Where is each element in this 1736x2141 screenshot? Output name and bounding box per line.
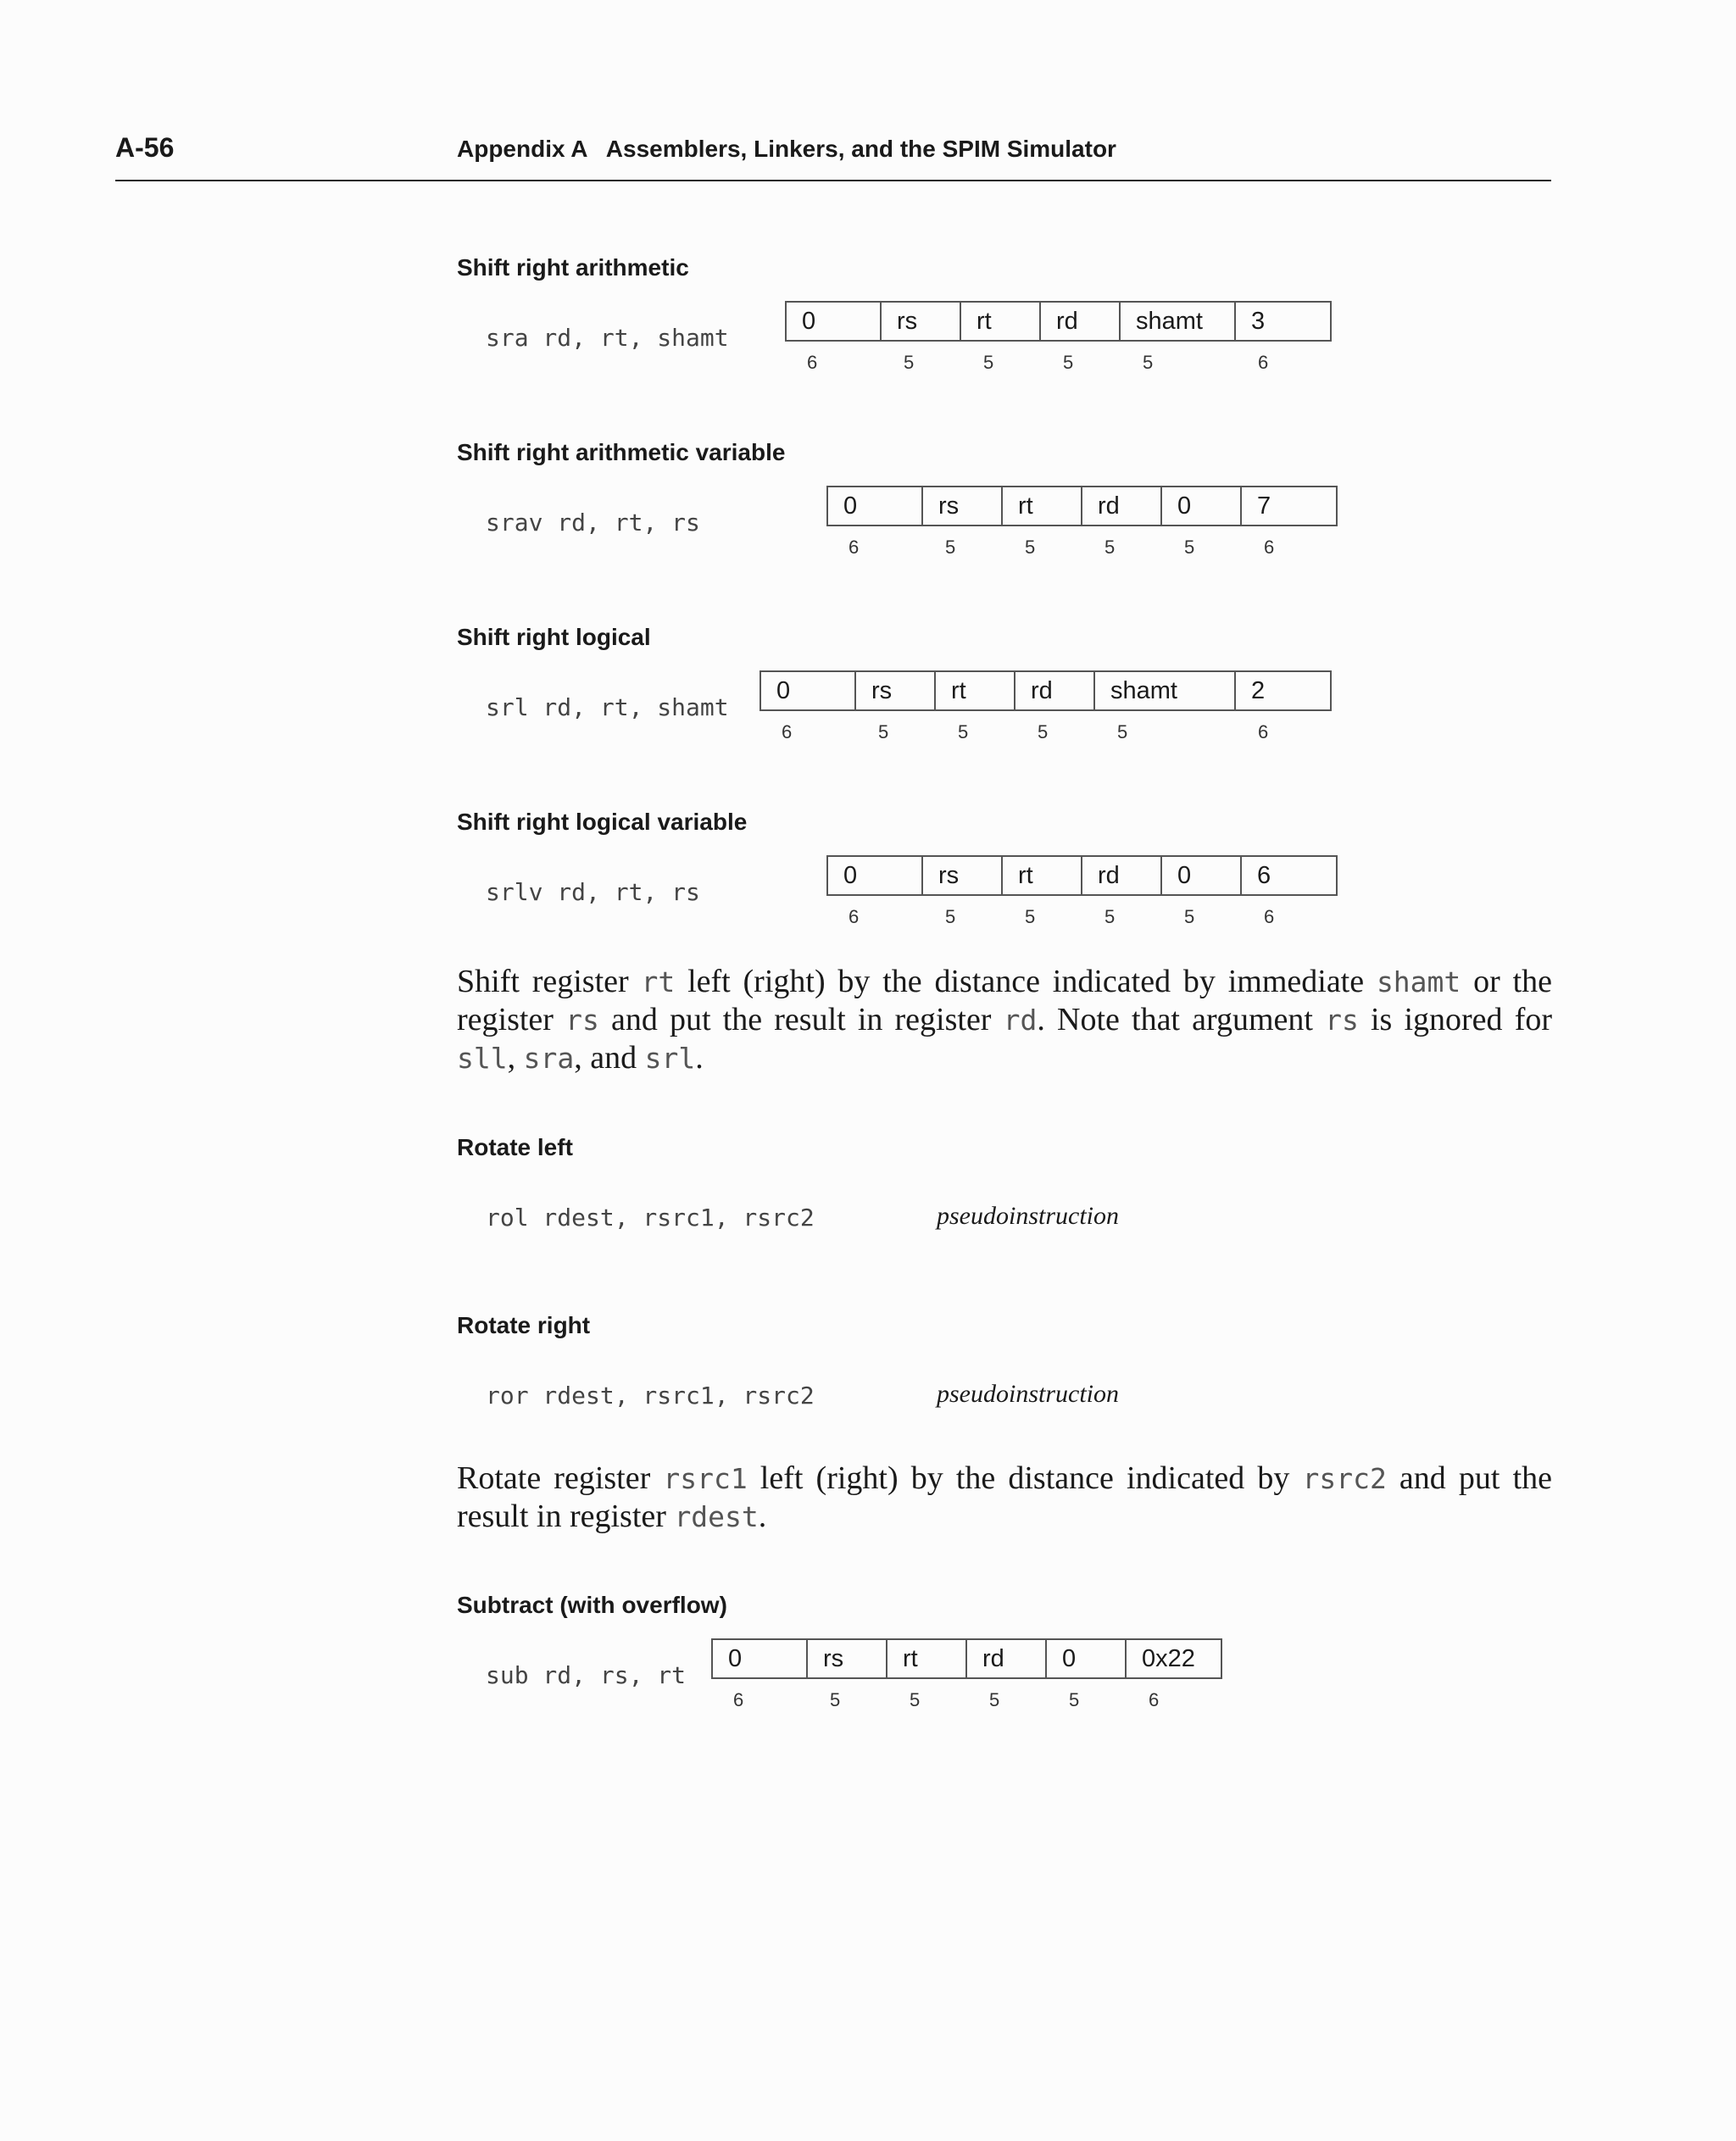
instruction-format-srl [760,670,1332,742]
instruction-format-sub [711,1638,1222,1710]
bit-width: 5 [1025,906,1036,927]
code-term: rd [1003,1004,1038,1037]
text-run: is ignored for [1358,1002,1552,1037]
field-rt: rt [1003,855,1082,896]
instruction-syntax-srav: srav rd, rt, rs [486,509,700,537]
text-run: Rotate register [457,1460,664,1496]
text-run: left (right) by the distance indicated by immediate [675,964,1377,999]
field-rs: rs [923,486,1003,526]
pseudoinstruction-note: pseudoinstruction [937,1380,1119,1408]
bit-width: 5 [904,352,915,373]
field-rd: rd [1015,670,1095,711]
bit-width: 5 [1063,352,1074,373]
field-shamt: shamt [1095,670,1236,711]
code-term: rt [641,965,676,998]
field-rt: rt [936,670,1015,711]
bit-width: 6 [1264,906,1275,927]
field-rd: rd [967,1638,1047,1679]
field-rd: rd [1041,301,1121,342]
instruction-format-srav [826,486,1338,557]
running-title: Appendix A Assemblers, Linkers, and the SPIM Simulator [457,136,1116,162]
bit-width: 6 [849,906,860,927]
instruction-syntax-sub: sub rd, rs, rt [486,1661,687,1689]
section-title-rol: Rotate left [457,1134,573,1160]
text-run: or the register [457,964,1552,1037]
text-run: left (right) by the distance indicated by [747,1460,1303,1496]
field-rd: rd [1082,486,1162,526]
field-op: 0 [760,670,856,711]
text-run: Shift register [457,964,642,999]
bit-width: 6 [1258,352,1269,373]
bit-width: 5 [983,352,994,373]
bit-width: 5 [1104,537,1116,558]
bit-width: 6 [1258,721,1269,742]
field-rt: rt [1003,486,1082,526]
bit-width: 5 [1184,906,1195,927]
rotate-description [457,1460,1552,1536]
field-rt: rt [887,1638,967,1679]
field-rs: rs [882,301,961,342]
bit-width: 5 [958,721,969,742]
text-run: , [507,1040,524,1076]
instruction-format-sra [785,301,1332,372]
field-rs: rs [856,670,936,711]
section-title-ror: Rotate right [457,1312,591,1338]
section-title-srl: Shift right logical [457,624,651,650]
pseudoinstruction-note: pseudoinstruction [937,1202,1119,1230]
field-shamt: 0 [1162,486,1242,526]
section-title-srlv: Shift right logical variable [457,809,748,835]
bit-width: 5 [878,721,889,742]
bit-width: 6 [782,721,793,742]
field-op: 0 [711,1638,808,1679]
field-funct: 2 [1236,670,1332,711]
bit-width: 5 [1184,537,1195,558]
text-run: and put the result in register [457,1460,1552,1534]
bit-width: 5 [830,1689,841,1710]
bit-width: 5 [945,537,956,558]
text-run: . [695,1040,704,1076]
field-rd: rd [1082,855,1162,896]
text-run: and put the result in register [598,1002,1004,1037]
bit-width: 6 [733,1689,744,1710]
section-title-sra: Shift right arithmetic [457,254,689,281]
field-funct: 3 [1236,301,1332,342]
bit-width: 6 [807,352,818,373]
bit-width: 5 [1025,537,1036,558]
bit-width: 6 [849,537,860,558]
field-op: 0 [785,301,882,342]
bit-width: 5 [1143,352,1154,373]
field-rs: rs [808,1638,887,1679]
instruction-format-srlv [826,855,1338,926]
bit-width: 5 [1069,1689,1080,1710]
instruction-syntax-sra: sra rd, rt, shamt [486,324,729,352]
field-funct: 6 [1242,855,1338,896]
instruction-syntax-ror: ror rdest, rsrc1, rsrc2 [486,1382,815,1410]
shift-description [457,963,1552,1077]
field-rs: rs [923,855,1003,896]
bit-width: 5 [910,1689,921,1710]
code-term: sll [457,1042,508,1075]
bit-width: 6 [1264,537,1275,558]
code-term: rs [565,1004,599,1037]
text-run: , and [574,1040,645,1076]
bit-width: 5 [989,1689,1000,1710]
code-term: rsrc1 [663,1462,748,1495]
text-run: . Note that argument [1037,1002,1326,1037]
bit-width: 6 [1149,1689,1160,1710]
bit-width: 5 [945,906,956,927]
field-shamt: 0 [1162,855,1242,896]
code-term: rdest [674,1500,759,1533]
bit-width: 5 [1117,721,1128,742]
section-title-srav: Shift right arithmetic variable [457,439,786,465]
code-term: shamt [1376,965,1461,998]
field-funct: 7 [1242,486,1338,526]
page-number: A-56 [115,132,175,163]
section-title-sub: Subtract (with overflow) [457,1592,727,1618]
field-rt: rt [961,301,1041,342]
field-op: 0 [826,855,923,896]
header-rule [115,180,1551,181]
text-run: . [758,1499,767,1534]
instruction-syntax-srl: srl rd, rt, shamt [486,693,729,721]
code-term: srl [644,1042,696,1075]
field-op: 0 [826,486,923,526]
code-term: rs [1325,1004,1359,1037]
field-funct: 0x22 [1127,1638,1222,1679]
bit-width: 5 [1104,906,1116,927]
instruction-syntax-rol: rol rdest, rsrc1, rsrc2 [486,1204,815,1232]
field-shamt: 0 [1047,1638,1127,1679]
bit-width: 5 [1038,721,1049,742]
code-term: rsrc2 [1302,1462,1387,1495]
field-shamt: shamt [1121,301,1236,342]
instruction-syntax-srlv: srlv rd, rt, rs [486,878,700,906]
code-term: sra [523,1042,575,1075]
